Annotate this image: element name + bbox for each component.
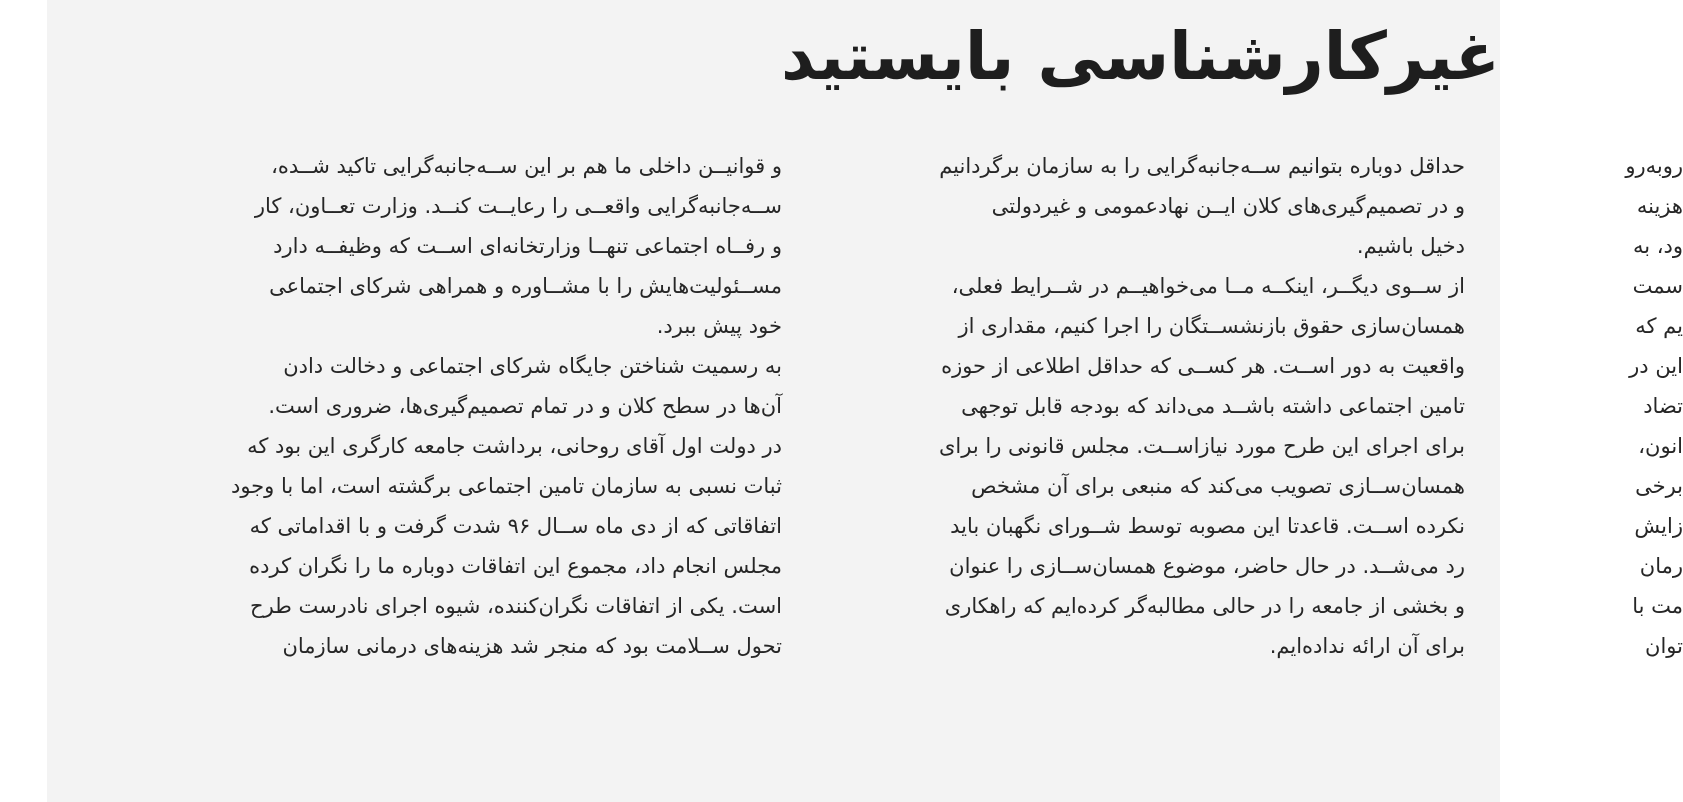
text-line: اتفاقاتی که از دی ماه ســال ۹۶ شدت گرفت و با اقداماتی که bbox=[249, 514, 782, 538]
text-line: مجلس انجام داد، مجموع این اتفاقات دوباره ما را نگران کرده bbox=[249, 554, 782, 578]
text-line: و رفــاه اجتماعی تنهــا وزارتخانه‌ای اســت که وظیفــه دارد bbox=[273, 234, 782, 258]
text-line: مت با bbox=[1632, 594, 1683, 618]
text-line: توان bbox=[1645, 634, 1683, 658]
text-line: ثبات نسبی به سازمان تامین اجتماعی برگشته است، اما با وجود bbox=[230, 474, 782, 498]
text-line: ســه‌جانبه‌گرایی واقعــی را رعایــت کنــد. وزارت تعــاون، کار bbox=[254, 194, 782, 218]
text-line: یم که bbox=[1635, 314, 1683, 338]
text-line: دخیل باشیم. bbox=[1356, 234, 1465, 258]
text-line: است. یکی از اتفاقات نگران‌کننده، شیوه اجرای نادرست طرح bbox=[250, 594, 782, 618]
text-line: سمت bbox=[1632, 274, 1683, 298]
article-column-middle bbox=[775, 146, 1465, 666]
text-line: خود پیش ببرد. bbox=[656, 314, 782, 338]
text-line: و بخشی از جامعه را در حالی مطالبه‌گر کرده‌ایم که راهکاری bbox=[944, 594, 1465, 618]
text-line: نکرده اســت. قاعدتا این مصوبه توسط شــورای نگهبان باید bbox=[950, 514, 1465, 538]
text-line: رد می‌شــد. در حال حاضر، موضوع همسان‌ســازی را عنوان bbox=[949, 554, 1465, 578]
text-line: و قوانیــن داخلی ما هم بر این ســه‌جانبه‌گرایی تاکید شــده، bbox=[271, 154, 782, 178]
text-line: رمان bbox=[1639, 554, 1683, 578]
article-column-right-partial bbox=[1483, 146, 1683, 666]
text-line: تحول ســلامت بود که منجر شد هزینه‌های درمانی سازمان bbox=[282, 634, 782, 658]
text-line: تامین اجتماعی داشته باشــد می‌داند که بودجه قابل توجهی bbox=[961, 394, 1465, 418]
text-line: برای آن ارائه نداده‌ایم. bbox=[1269, 634, 1465, 658]
text-line: روبه‌رو bbox=[1625, 154, 1683, 178]
text-line: و در تصمیم‌گیری‌های کلان ایــن نهادعمومی و غیردولتی bbox=[991, 194, 1465, 218]
text-line: از ســوی دیگــر، اینکــه مــا می‌خواهیــم در شــرایط فعلی، bbox=[951, 274, 1465, 298]
text-line: حداقل دوباره بتوانیم ســه‌جانبه‌گرایی را به سازمان برگردانیم bbox=[939, 154, 1465, 178]
text-line: همسان‌ســازی تصویب می‌کند که منبعی برای آن مشخص bbox=[971, 474, 1465, 498]
text-line: مســئولیت‌هایش را با مشــاوره و همراهی شرکای اجتماعی bbox=[269, 274, 782, 298]
text-line: هزینه bbox=[1636, 194, 1683, 218]
text-line: همسان‌سازی حقوق بازنشســتگان را اجرا کنیم، مقداری از bbox=[958, 314, 1465, 338]
article-column-left bbox=[105, 146, 782, 666]
text-line: برخی bbox=[1635, 474, 1683, 498]
text-line: واقعیت به دور اســت. هر کســی که حداقل اطلاعی از حوزه bbox=[941, 354, 1465, 378]
text-line: زایش bbox=[1634, 514, 1683, 538]
text-line: در دولت اول آقای روحانی، برداشت جامعه کارگری این بود که bbox=[247, 434, 782, 458]
newspaper-page bbox=[47, 0, 1683, 802]
text-line: تضاد bbox=[1643, 394, 1683, 418]
text-line: این در bbox=[1629, 354, 1683, 378]
headline: غیرکارشناسی بایستید bbox=[780, 18, 1500, 95]
text-line: برای اجرای این طرح مورد نیازاســت. مجلس قانونی را برای bbox=[938, 434, 1465, 458]
text-line: به رسمیت شناختن جایگاه شرکای اجتماعی و دخالت دادن bbox=[283, 354, 782, 378]
text-line: انون، bbox=[1638, 434, 1683, 458]
text-line: آن‌ها در سطح کلان و در تمام تصمیم‌گیری‌ها، ضروری است. bbox=[268, 394, 782, 418]
text-line: ود، به bbox=[1632, 234, 1683, 258]
